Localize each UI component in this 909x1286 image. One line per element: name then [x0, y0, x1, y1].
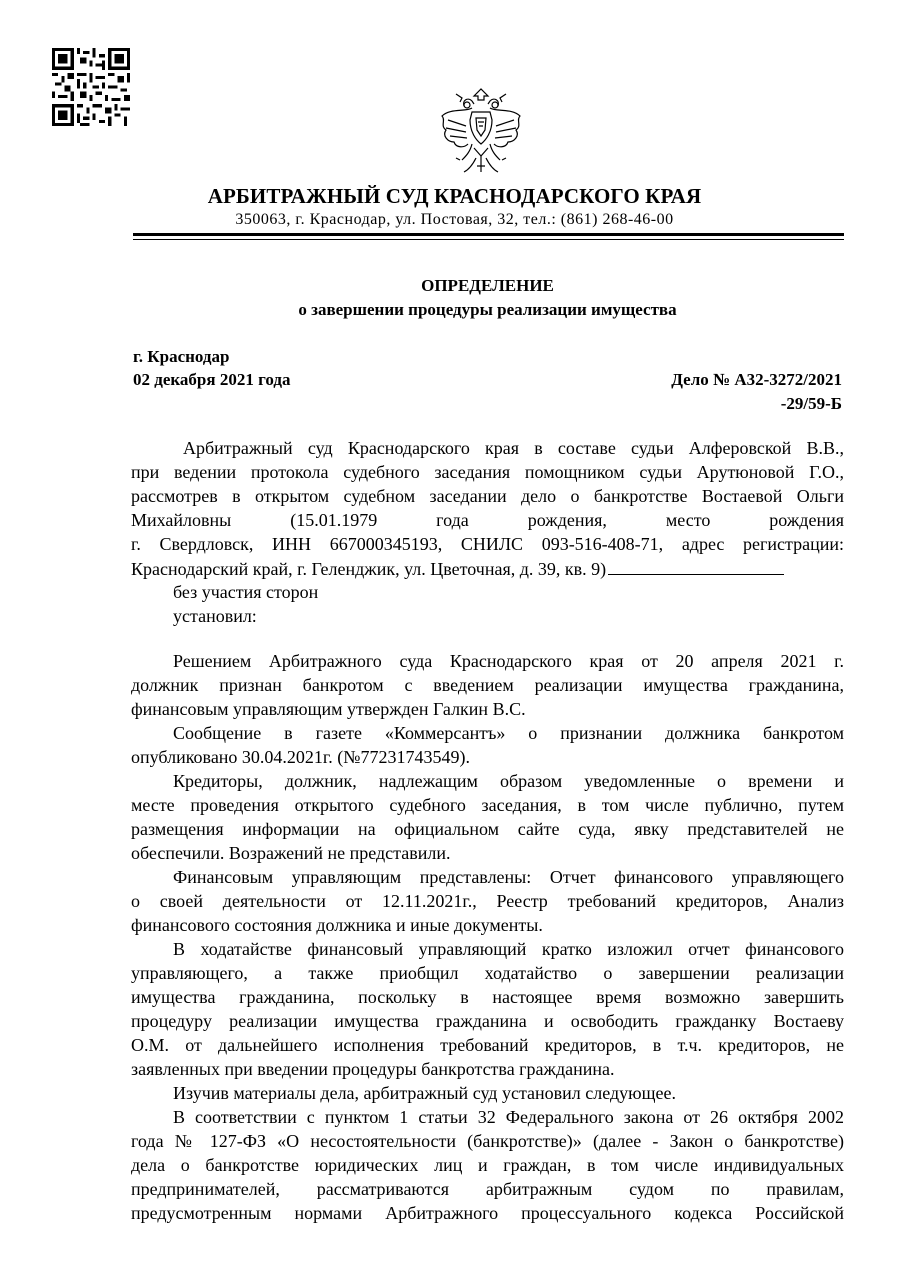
document-type: ОПРЕДЕЛЕНИЕ: [421, 276, 554, 295]
body-line: предпринимателей, рассматриваются арбитражным судом по правилам,: [131, 1179, 844, 1199]
case-number: Дело № А32-3272/2021: [671, 370, 842, 389]
body-line: размещения информации на официальном сайте суда, явку представителей не: [131, 819, 844, 839]
body-line: О.М. от дальнейшего исполнения требований кредиторов, в т.ч. кредиторов, не: [131, 1035, 844, 1055]
body-line: Арбитражный суд Краснодарского края в составе судьи Алферовской В.В.,: [183, 438, 844, 458]
body-line: дела о банкротстве юридических лиц и граждан, в том числе индивидуальных: [131, 1155, 844, 1175]
city: г. Краснодар: [133, 347, 230, 366]
header-divider-thin: [133, 239, 844, 240]
body-line: без участия сторон: [173, 582, 319, 602]
body-line: управляющего, а также приобщил ходатайство о завершении реализации: [131, 963, 844, 983]
qr-code: [52, 48, 130, 126]
court-address: 350063, г. Краснодар, ул. Постовая, 32, тел.: (861) 268-46-00: [235, 211, 674, 228]
body-line: предусмотренным нормами Арбитражного процессуального кодекса Российской: [131, 1203, 844, 1223]
body-line-text: Краснодарский край, г. Геленджик, ул. Цветочная, д. 39, кв. 9): [131, 559, 607, 579]
header-divider-thick: [133, 233, 844, 236]
body-line: Изучив материалы дела, арбитражный суд установил следующее.: [173, 1083, 676, 1103]
body-line: Решением Арбитражного суда Краснодарского края от 20 апреля 2021 г.: [173, 651, 844, 671]
body-line: обеспечили. Возражений не представили.: [131, 843, 451, 863]
body-line: имущества гражданина, поскольку в настоящее время возможно завершить: [131, 987, 844, 1007]
body-line: при ведении протокола судебного заседания помощником судьи Арутюновой Г.О.,: [131, 462, 844, 482]
body-line: В ходатайстве финансовый управляющий кратко изложил отчет финансового: [173, 939, 844, 959]
body-line: Михайловны (15.01.1979 года рождения, место рождения: [131, 510, 844, 530]
body-line: опубликовано 30.04.2021г. (№77231743549).: [131, 747, 470, 767]
body-line: рассмотрев в открытом судебном заседании дело о банкротстве Востаевой Ольги: [131, 486, 844, 506]
body-line: Кредиторы, должник, надлежащим образом уведомленные о времени и: [173, 771, 844, 791]
body-line: [131, 556, 844, 580]
body-line: В соответствии с пунктом 1 статьи 32 Федерального закона от 26 октября 2002: [173, 1107, 844, 1127]
body-line: заявленных при введении процедуры банкротства гражданина.: [131, 1059, 615, 1079]
body-line: о своей деятельности от 12.11.2021г., Реестр требований кредиторов, Анализ: [131, 891, 844, 911]
fill-underline: [608, 556, 784, 575]
body-line: Финансовым управляющим представлены: Отчет финансового управляющего: [173, 867, 844, 887]
body-line: финансового состояния должника и иные документы.: [131, 915, 543, 935]
court-name: АРБИТРАЖНЫЙ СУД КРАСНОДАРСКОГО КРАЯ: [207, 184, 702, 208]
case-number-suffix: -29/59-Б: [780, 394, 842, 413]
body-line: должник признан банкротом с введением реализации имущества гражданина,: [131, 675, 844, 695]
decision-date: 02 декабря 2021 года: [133, 370, 291, 389]
coat-of-arms-emblem: [436, 86, 526, 178]
body-line: процедуру реализации имущества гражданина и освободить гражданку Востаеву: [131, 1011, 844, 1031]
body-line: финансовым управляющим утвержден Галкин В.С.: [131, 699, 526, 719]
body-line: года № 127-ФЗ «О несостоятельности (банкротстве)» (далее - Закон о банкротстве): [131, 1131, 844, 1151]
body-line: установил:: [173, 606, 257, 626]
body-line: г. Свердловск, ИНН 667000345193, СНИЛС 093-516-408-71, адрес регистрации:: [131, 534, 844, 554]
body-line: Сообщение в газете «Коммерсантъ» о признании должника банкротом: [173, 723, 844, 743]
body-line: месте проведения открытого судебного заседания, в том числе публично, путем: [131, 795, 844, 815]
document-subtype: о завершении процедуры реализации имущества: [298, 300, 677, 319]
